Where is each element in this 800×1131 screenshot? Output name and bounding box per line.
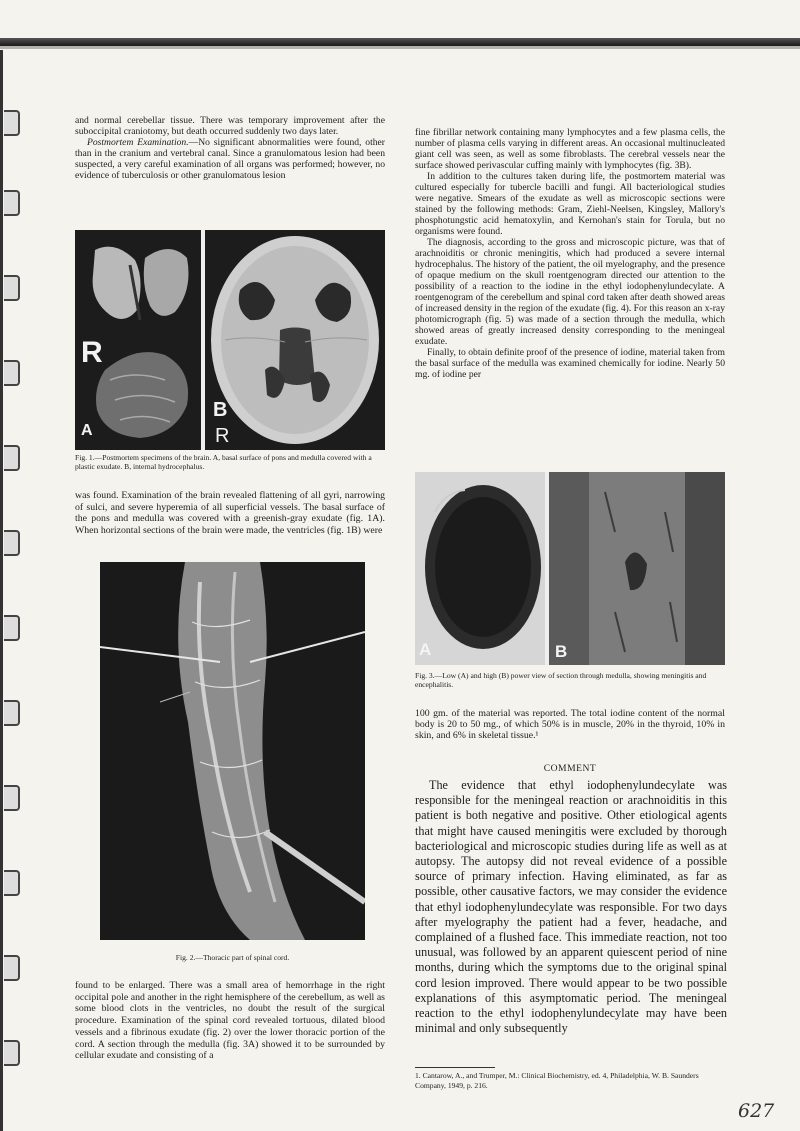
- binder-ring: [4, 785, 20, 811]
- left-column-top: [75, 115, 385, 181]
- binder-ring: [4, 870, 20, 896]
- footnote-rule: [415, 1067, 495, 1068]
- figure-1-brain-specimens: [75, 230, 385, 450]
- binder-ring: [4, 360, 20, 386]
- page-number: 627: [738, 1100, 775, 1122]
- fig1-label-a: A: [81, 422, 93, 439]
- figure-2-caption: Fig. 2.—Thoracic part of spinal cord.: [175, 953, 290, 962]
- paragraph-brain-exam: was found. Examination of the brain revealed flattening of all gyri, narrowing of sulci, and severe hyperemia of all superficial vessels. The basal surface of the pons and medulla was covered with a greenish-gray exudate (fig. 1A). When horizontal sections of the brain were made, the ventricles (fig. 1B) were: [75, 490, 385, 536]
- postmortem-heading: Postmortem Examination.: [87, 137, 189, 148]
- binder-ring: [4, 445, 20, 471]
- left-column-middle: [75, 490, 385, 536]
- binder-ring: [4, 955, 20, 981]
- paragraph-iodine-content: 100 gm. of the material was reported. The total iodine content of the normal body is 20 to 50 mg., of which 50% is in muscle, 20% in the thyroid, 10% in skin, and 6% in skeletal tissue.¹: [415, 708, 725, 741]
- footnote: 1. Cantarow, A., and Trumper, M.: Clinical Biochemistry, ed. 4, Philadelphia, W. B. Saunders Company, 1949, p. 216.: [415, 1071, 699, 1090]
- comment-paragraph: The evidence that ethyl iodophenylundecylate was responsible for the meningeal reaction or arachnoiditis in this patient is both negative and positive. Other etiological agents that might have caused meningitis were excluded by thorough bacteriological and microscopic studies during life as well as at autopsy. The autopsy did not reveal evidence of a possible source of primary infection. Having eliminated, as far as possible, other causative factors, we may consider the evidence that ethyl iodophenylundecylate was responsible. For two days after myelography the patient had a fever, headache, and complained of a flushed face. This immediate reaction, not too unusual, was followed by an apparent quiescent period of nine months, during which the symptoms due to the original spinal cord lesion improved. There would appear to be two possible explanations of this asymptomatic period. The meningeal reaction to the ethyl iodophenylundecylate may have been minimal and only subsequently: [415, 778, 727, 1036]
- binder-ring: [4, 190, 20, 216]
- paragraph-continued: and normal cerebellar tissue. There was temporary improvement after the suboccipital craniotomy, but death occurred suddenly two days later.: [75, 115, 385, 137]
- fig3-label-b: B: [555, 642, 568, 661]
- right-column-top: [415, 127, 725, 380]
- left-column-bottom: [75, 980, 385, 1062]
- binder-ring: [4, 110, 20, 136]
- comment-section: [415, 778, 727, 1036]
- paragraph-cultures: In addition to the cultures taken during life, the postmortem material was cultured especially for tubercle bacilli and fungi. All bacteriological studies were negative. Smears of the exudate as well as microscopic sections were stained by the following methods: Gram, Ziehl-Neelsen, Kingsley, Mallory's phosphotungstic acid hematoxylin, and Kernohan's stain for Torula, but no organisms were found.: [415, 171, 725, 237]
- paragraph-postmortem: [75, 137, 385, 181]
- figure-3-caption: Fig. 3.—Low (A) and high (B) power view of section through medulla, showing meningitis and encephalitis.: [415, 671, 707, 689]
- figure-1-caption: Fig. 1.—Postmortem specimens of the brain. A, basal surface of pons and medulla covered with a plastic exudate. B, internal hydrocephalus.: [75, 453, 372, 471]
- figure-2-image: [100, 562, 365, 940]
- comment-heading: COMMENT: [543, 763, 597, 774]
- fig3-label-a: A: [419, 640, 432, 659]
- postmortem-text: —No significant abnormalities were found, other than in the cranium and vertebral canal. Since a granulomatous lesion had been suspected, a very careful examination of all organs was performed; however, no evidence of tuberculosis or other granulomatous lesion: [75, 137, 385, 181]
- figure-3-image: [415, 472, 725, 665]
- binder-edge: [0, 50, 30, 1131]
- figure-2-spinal-cord: [100, 562, 365, 940]
- binder-ring: [4, 700, 20, 726]
- binder-ring: [4, 615, 20, 641]
- right-column-middle: [415, 708, 725, 741]
- figure-3-medulla-sections: [415, 472, 725, 665]
- binder-ring: [4, 275, 20, 301]
- binder-ring: [4, 530, 20, 556]
- binder-spine: [0, 50, 3, 1131]
- scan-top-shadow: [0, 46, 800, 49]
- fig1-label-r: R: [81, 336, 103, 369]
- paragraph-diagnosis: The diagnosis, according to the gross and microscopic picture, was that of arachnoiditis or chronic meningitis, which had produced a severe internal hydrocephalus. The history of the patient, the oil myelography, and the presence of opaque medium on the skull roentgenogram directed our attention to the possibility of a reaction to the iodine in the ethyl iodophenylundecylate. A roentgenogram of the cerebellum and spinal cord taken after death showed areas of increased density in the region of the exudate (fig. 4). For this reason an x-ray photomicrograph (fig. 5) was made of a section through the medulla, which showed areas of greatly increased density corresponding to the meningeal exudate.: [415, 237, 725, 347]
- paragraph-iodine-proof: Finally, to obtain definite proof of the presence of iodine, material taken from the basal surface of the medulla was examined chemically for iodine. Nearly 50 mg. of iodine per: [415, 347, 725, 380]
- paragraph-microscopy: fine fibrillar network containing many lymphocytes and a few plasma cells, the number of plasma cells varying in different areas. An occasional multinucleated giant cell was seen, as well as some fibroblasts. The cerebral vessels near the surface showed perivascular cuffing mainly with lymphocytes (fig. 3B).: [415, 127, 725, 171]
- paragraph-spinal-exam: found to be enlarged. There was a small area of hemorrhage in the right occipital pole and another in the right hemisphere of the cerebellum, as well as some blood clots in the ventricles, no doubt the result of the surgical procedure. Examination of the spinal cord revealed tortuous, dilated blood vessels and a fibrinous exudate (fig. 2) over the lower thoracic portion of the cord. A section through the medulla (fig. 3A) showed it to be surrounded by cellular exudate and consisting of a: [75, 980, 385, 1062]
- fig1-label-b: B: [213, 399, 228, 421]
- figure-1-image: [75, 230, 385, 450]
- binder-ring: [4, 1040, 20, 1066]
- scan-top-bar: [0, 38, 800, 46]
- fig1-label-r2: R: [215, 425, 230, 447]
